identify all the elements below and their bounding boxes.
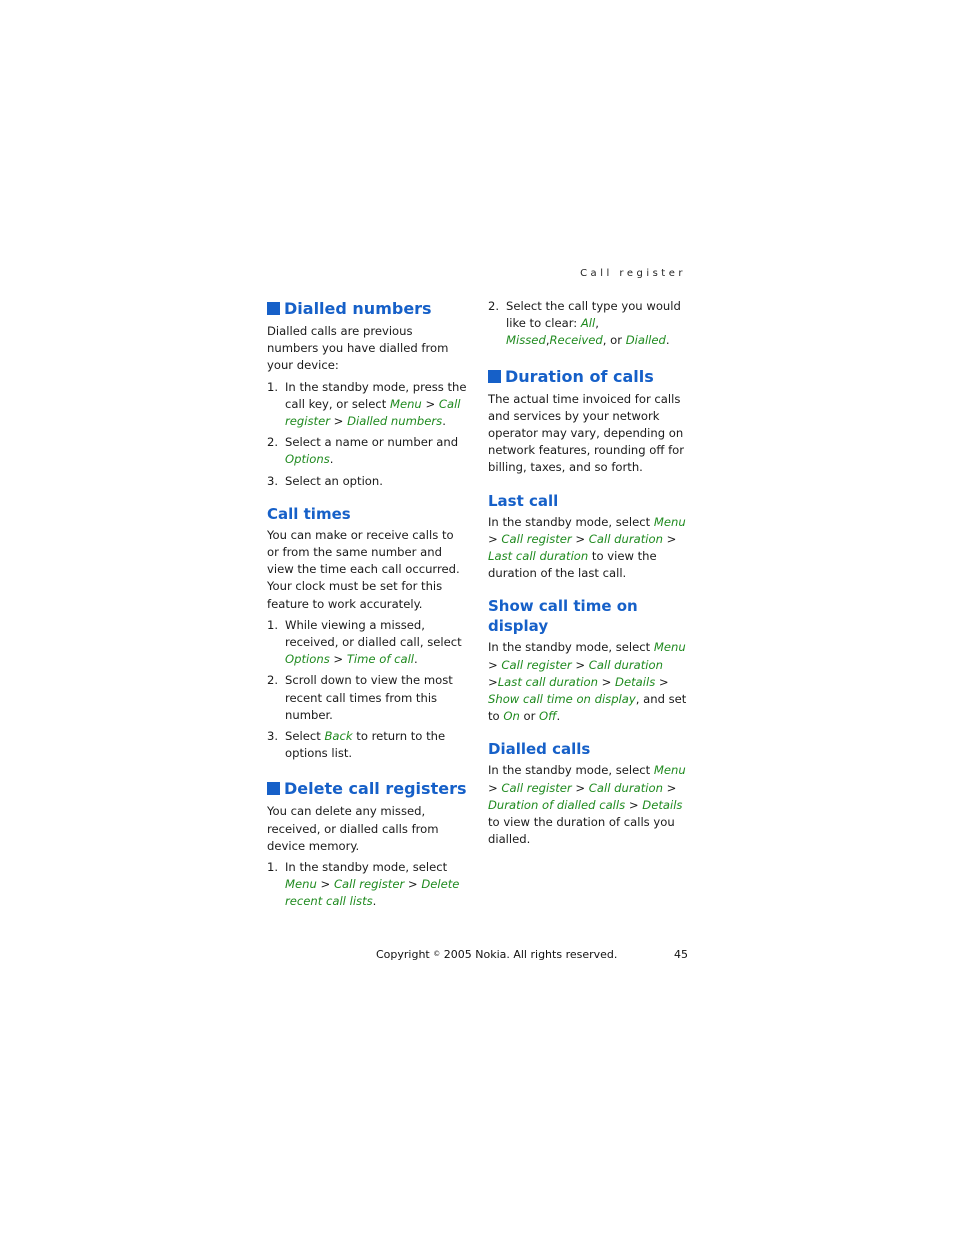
heading-last-call: Last call: [488, 491, 559, 510]
menu-term: All: [580, 316, 596, 331]
dialled-numbers-intro: Dialled calls are previous numbers you have dialled from your device:: [267, 324, 449, 373]
menu-term: Call duration: [588, 657, 663, 672]
menu-term: Details: [615, 674, 656, 689]
list-item: 2. Select the call type you would like to clear: All, Missed,Received, or Dialled.: [488, 299, 681, 348]
delete-registers-steps: [267, 859, 467, 911]
menu-term: Missed: [506, 333, 546, 348]
dialled-numbers-steps: [267, 379, 467, 490]
list-item: 1. In the standby mode, press the call key, or select Menu > Call register > Dialled numbers.: [267, 379, 467, 429]
list-item: 3. Select an option.: [267, 473, 383, 488]
menu-term: Menu: [653, 640, 686, 655]
menu-term: On: [503, 709, 520, 724]
menu-term: Call register: [285, 396, 461, 429]
heading-show-call-time: Show call time on display: [488, 597, 638, 636]
menu-term: Back: [324, 729, 353, 744]
menu-term: Options: [285, 652, 330, 667]
menu-term: Duration of dialled calls: [488, 797, 626, 812]
menu-term: Options: [285, 452, 330, 467]
list-item: 2. Select a name or number and Options.: [267, 435, 459, 467]
menu-term: Menu: [285, 877, 317, 892]
menu-term: Call register: [333, 877, 405, 892]
heading-delete-call-registers: Delete call registers: [267, 778, 467, 800]
section-square-icon: [267, 302, 280, 315]
delete-registers-steps-continued: [488, 298, 688, 350]
menu-term: Details: [642, 797, 683, 812]
menu-term: Menu: [653, 763, 686, 778]
menu-term: Last call duration: [488, 549, 589, 564]
duration-intro: The actual time invoiced for calls and services by your network operator may vary, depending on network features, rounding off for billing, taxes, and so forth.: [488, 391, 685, 475]
menu-term: Call duration: [588, 780, 663, 795]
menu-term: Last call duration: [497, 674, 598, 689]
heading-call-times: Call times: [267, 504, 351, 523]
section-square-icon: [488, 370, 501, 383]
menu-term: Menu: [389, 396, 422, 411]
heading-dialled-calls: Dialled calls: [488, 740, 591, 759]
menu-term: Dialled: [625, 333, 666, 348]
section-square-icon: [267, 782, 280, 795]
right-column: [488, 298, 688, 848]
heading-dialled-numbers: Dialled numbers: [267, 298, 467, 320]
call-times-intro: You can make or receive calls to or from the same number and view the time each call occurred. Your clock must be set for this feature to work accurately.: [267, 527, 460, 611]
menu-term: Time of call: [346, 652, 415, 667]
delete-registers-intro: You can delete any missed, received, or dialled calls from device memory.: [267, 804, 439, 853]
list-item: 1. In the standby mode, select Menu > Call register > Delete recent call lists.: [267, 860, 460, 909]
page-number: 45: [674, 948, 688, 961]
call-times-steps: [267, 617, 467, 763]
list-item: 3. Select Back to return to the options list.: [267, 729, 446, 761]
running-head: Call register: [580, 268, 686, 279]
menu-term: Dialled numbers: [347, 414, 443, 429]
left-column: [267, 298, 467, 915]
heading-duration-of-calls: Duration of calls: [488, 366, 688, 388]
menu-term: Menu: [653, 514, 686, 529]
menu-term: Off: [539, 709, 557, 724]
menu-term: Call register: [501, 780, 572, 795]
last-call-text: In the standby mode, select Menu > Call register > Call duration > Last call duration to view the duration of the last call.: [488, 514, 686, 581]
menu-term: Call duration: [588, 531, 663, 546]
menu-term: Call register: [501, 531, 572, 546]
menu-term: Delete recent call lists: [285, 877, 460, 909]
copyright-notice: Copyright © 2005 Nokia. All rights reserved.: [376, 948, 618, 961]
list-item: 2. Scroll down to view the most recent call times from this number.: [267, 673, 453, 722]
menu-term: Received: [549, 333, 603, 348]
dialled-calls-text: In the standby mode, select Menu > Call register > Call duration > Duration of dialled calls > Details to view the duration of calls you dialled.: [488, 763, 686, 847]
show-call-time-text: In the standby mode, select Menu > Call register > Call duration >Last call duration > Details > Show call time on display, and set to On or Off.: [488, 640, 687, 724]
list-item: 1. While viewing a missed, received, or dialled call, select Options > Time of call.: [267, 617, 462, 667]
menu-term: Show call time on display: [488, 692, 636, 707]
menu-term: Call register: [501, 657, 572, 672]
